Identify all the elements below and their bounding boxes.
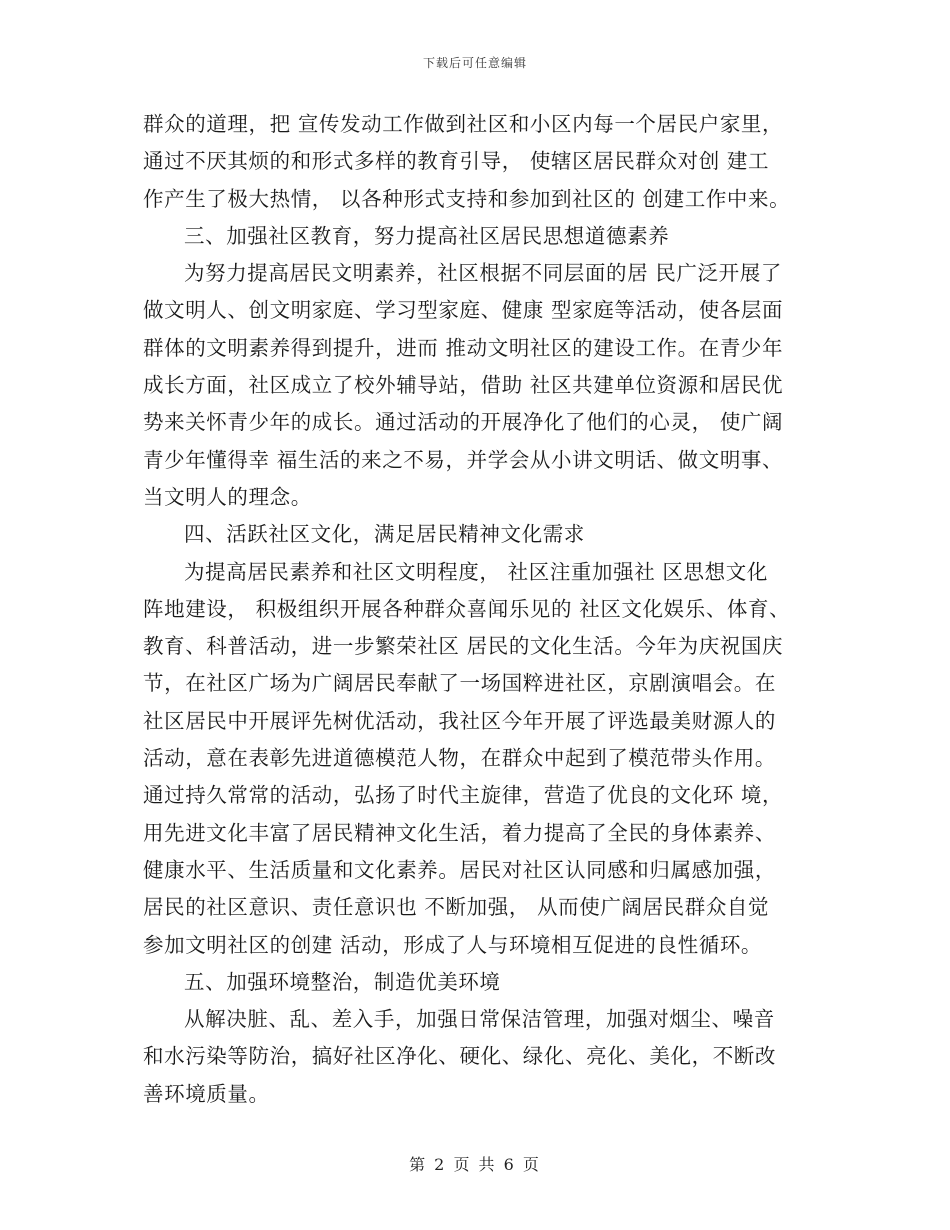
- text-line: 成长方面，社区成立了校外辅导站，借助 社区共建单位资源和居民优: [143, 373, 784, 398]
- text-line: 为努力提高居民文明素养，社区根据不同层面的居 民广泛开展了: [184, 261, 782, 286]
- body-text: [143, 106, 809, 1113]
- text-line: 社区居民中开展评先树优活动，我社区今年开展了评选最美财源人的: [143, 708, 776, 733]
- page-number: 第 2 页 共 6 页: [409, 1155, 541, 1174]
- text-line: 势来关怀青少年的成长。通过活动的开展净化了他们的心灵， 使广阔: [143, 410, 784, 435]
- text-line: 群众的道理，把 宣传发动工作做到社区和小区内每一个居民户家里，: [143, 112, 784, 136]
- text-line: 活动，意在表彰先进道德模范人物，在群众中起到了模范带头作用。: [143, 746, 776, 771]
- text-line: 通过持久常常的活动，弘扬了时代主旋律，营造了优良的文化环 境，: [143, 783, 784, 808]
- text-line: 教育、科普活动，进一步繁荣社区 居民的文化生活。今年为庆祝国庆: [143, 634, 784, 659]
- text-line: 为提高居民素养和社区文明程度， 社区注重加强社 区思想文化: [184, 559, 768, 584]
- text-line: 阵地建设， 积极组织开展各种群众喜闻乐见的 社区文化娱乐、体育、: [143, 596, 791, 621]
- text-line: 用先进文化丰富了居民精神文化生活，着力提高了全民的身体素养、: [143, 820, 776, 845]
- text-line: 从解决脏、乱、差入手，加强日常保洁管理，加强对烟尘、噪音: [184, 1007, 775, 1032]
- text-line: 居民的社区意识、责任意识也 不断加强， 从而使广阔居民群众自觉: [143, 895, 770, 920]
- text-line: 群体的文明素养得到提升，进而 推动文明社区的建设工作。在青少年: [143, 335, 784, 360]
- text-line: 做文明人、创文明家庭、学习型家庭、健康 型家庭等活动，使各层面: [143, 298, 784, 323]
- text-line: 作产生了极大热情， 以各种形式支持和参加到社区的 创建工作中来。: [143, 186, 791, 211]
- text-line: 健康水平、生活质量和文化素养。居民对社区认同感和归属感加强，: [143, 857, 776, 882]
- text-line: 善环境质量。: [143, 1081, 270, 1106]
- header-note: 下载后可任意编辑: [422, 56, 527, 70]
- section-heading: 四、活跃社区文化，满足居民精神文化需求: [184, 522, 585, 547]
- text-line: 节，在社区广场为广阔居民奉献了一场国粹进社区，京剧演唱会。在: [143, 671, 776, 696]
- text-line: 参加文明社区的创建 活动，形成了人与环境相互促进的良性循环。: [143, 932, 763, 957]
- text-line: 当文明人的理念。: [143, 484, 312, 509]
- text-line: 和水污染等防治，搞好社区净化、硬化、绿化、亮化、美化，不断改: [143, 1044, 776, 1069]
- text-line: 通过不厌其烦的和形式多样的教育引导， 使辖区居民群众对创 建工: [143, 149, 770, 174]
- section-heading: 五、加强环境整治，制造优美环境: [184, 969, 501, 994]
- section-heading: 三、加强社区教育，努力提高社区居民思想道德素养: [184, 223, 670, 248]
- text-line: 青少年懂得幸 福生活的来之不易，并学会从小讲文明话、做文明事、: [143, 447, 784, 472]
